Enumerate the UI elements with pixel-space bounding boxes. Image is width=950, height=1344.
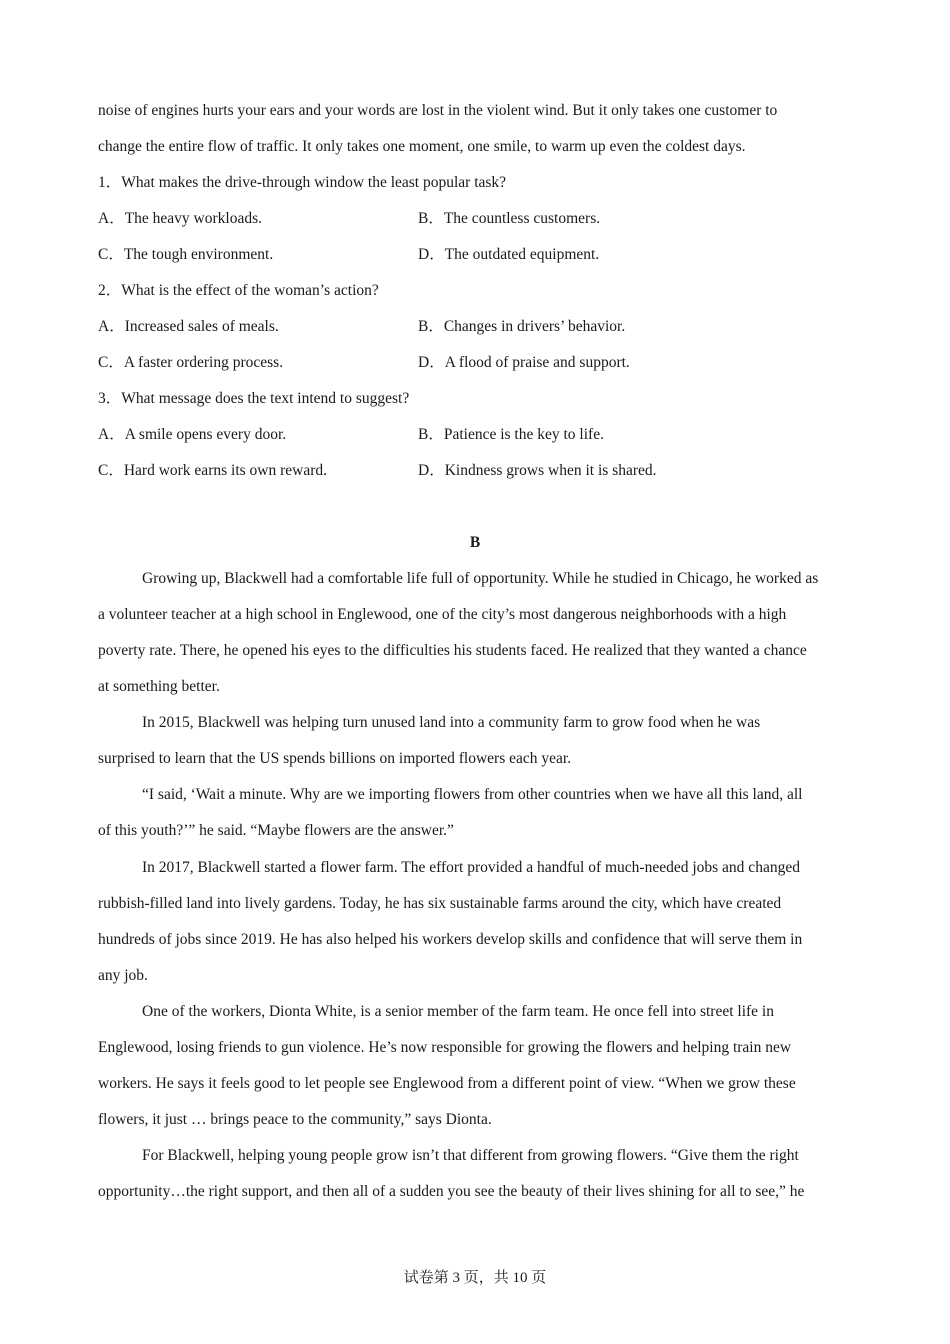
passage-b-line: poverty rate. There, he opened his eyes to the difficulties his students faced. He realized that they wanted a chance xyxy=(98,642,807,659)
question-3-option-d: D．Kindness grows when it is shared. xyxy=(418,462,657,479)
question-1-option-b: B．The countless customers. xyxy=(418,210,601,227)
passage-a-line: noise of engines hurts your ears and your words are lost in the violent wind. But it only takes one customer to xyxy=(98,102,778,119)
passage-b-line: One of the workers, Dionta White, is a senior member of the farm team. He once fell into street life in xyxy=(142,1003,774,1020)
passage-b-line: rubbish-filled land into lively gardens. Today, he has six sustainable farms around the city, which have created xyxy=(98,895,782,912)
passage-b-line: “I said, ‘Wait a minute. Why are we importing flowers from other countries when we have all this land, all xyxy=(142,786,803,803)
passage-b-line: workers. He says it feels good to let people see Englewood from a different point of view. “When we grow these xyxy=(98,1075,796,1092)
passage-b-line: a volunteer teacher at a high school in Englewood, one of the city’s most dangerous neighborhoods with a high xyxy=(98,606,787,623)
passage-b-line: at something better. xyxy=(98,678,220,695)
passage-b-line: of this youth?’” he said. “Maybe flowers are the answer.” xyxy=(98,822,454,839)
passage-b-line: any job. xyxy=(98,967,148,984)
question-1-stem: 1．What makes the drive-through window the least popular task? xyxy=(98,174,507,191)
passage-b-line: For Blackwell, helping young people grow isn’t that different from growing flowers. “Give them the right xyxy=(142,1147,799,1164)
page-footer: 试卷第 3 页，共 10 页 xyxy=(403,1270,547,1286)
question-1-option-c: C．The tough environment. xyxy=(98,246,274,263)
passage-b-line: In 2015, Blackwell was helping turn unused land into a community farm to grow food when he was xyxy=(142,714,761,731)
question-2-option-a: A．Increased sales of meals. xyxy=(98,318,279,335)
question-2-option-b: B．Changes in drivers’ behavior. xyxy=(418,318,626,335)
question-2-option-d: D．A flood of praise and support. xyxy=(418,354,630,371)
passage-b-line: opportunity…the right support, and then all of a sudden you see the beauty of their lives shining for all to see,” he xyxy=(98,1183,805,1200)
question-1-option-a: A．The heavy workloads. xyxy=(98,210,262,227)
question-2-stem: 2．What is the effect of the woman’s action? xyxy=(98,282,379,299)
question-3-option-b: B．Patience is the key to life. xyxy=(418,426,604,443)
passage-b-line: Englewood, losing friends to gun violence. He’s now responsible for growing the flowers and helping train new xyxy=(98,1039,792,1056)
question-3-option-c: C．Hard work earns its own reward. xyxy=(98,462,327,479)
passage-b-line: surprised to learn that the US spends billions on imported flowers each year. xyxy=(98,750,572,767)
question-3-stem: 3．What message does the text intend to suggest? xyxy=(98,390,410,407)
passage-b-line: flowers, it just … brings peace to the community,” says Dionta. xyxy=(98,1111,492,1128)
passage-b-line: Growing up, Blackwell had a comfortable life full of opportunity. While he studied in Chicago, he worked as xyxy=(142,570,819,587)
passage-b-line: In 2017, Blackwell started a flower farm. The effort provided a handful of much-needed jobs and changed xyxy=(142,859,800,876)
question-3-option-a: A．A smile opens every door. xyxy=(98,426,287,443)
passage-a-line: change the entire flow of traffic. It only takes one moment, one smile, to warm up even the coldest days. xyxy=(98,138,746,155)
question-1-option-d: D．The outdated equipment. xyxy=(418,246,600,263)
section-b-heading: B xyxy=(469,534,481,551)
question-2-option-c: C．A faster ordering process. xyxy=(98,354,284,371)
passage-b-line: hundreds of jobs since 2019. He has also helped his workers develop skills and confidence that will serve them in xyxy=(98,931,803,948)
